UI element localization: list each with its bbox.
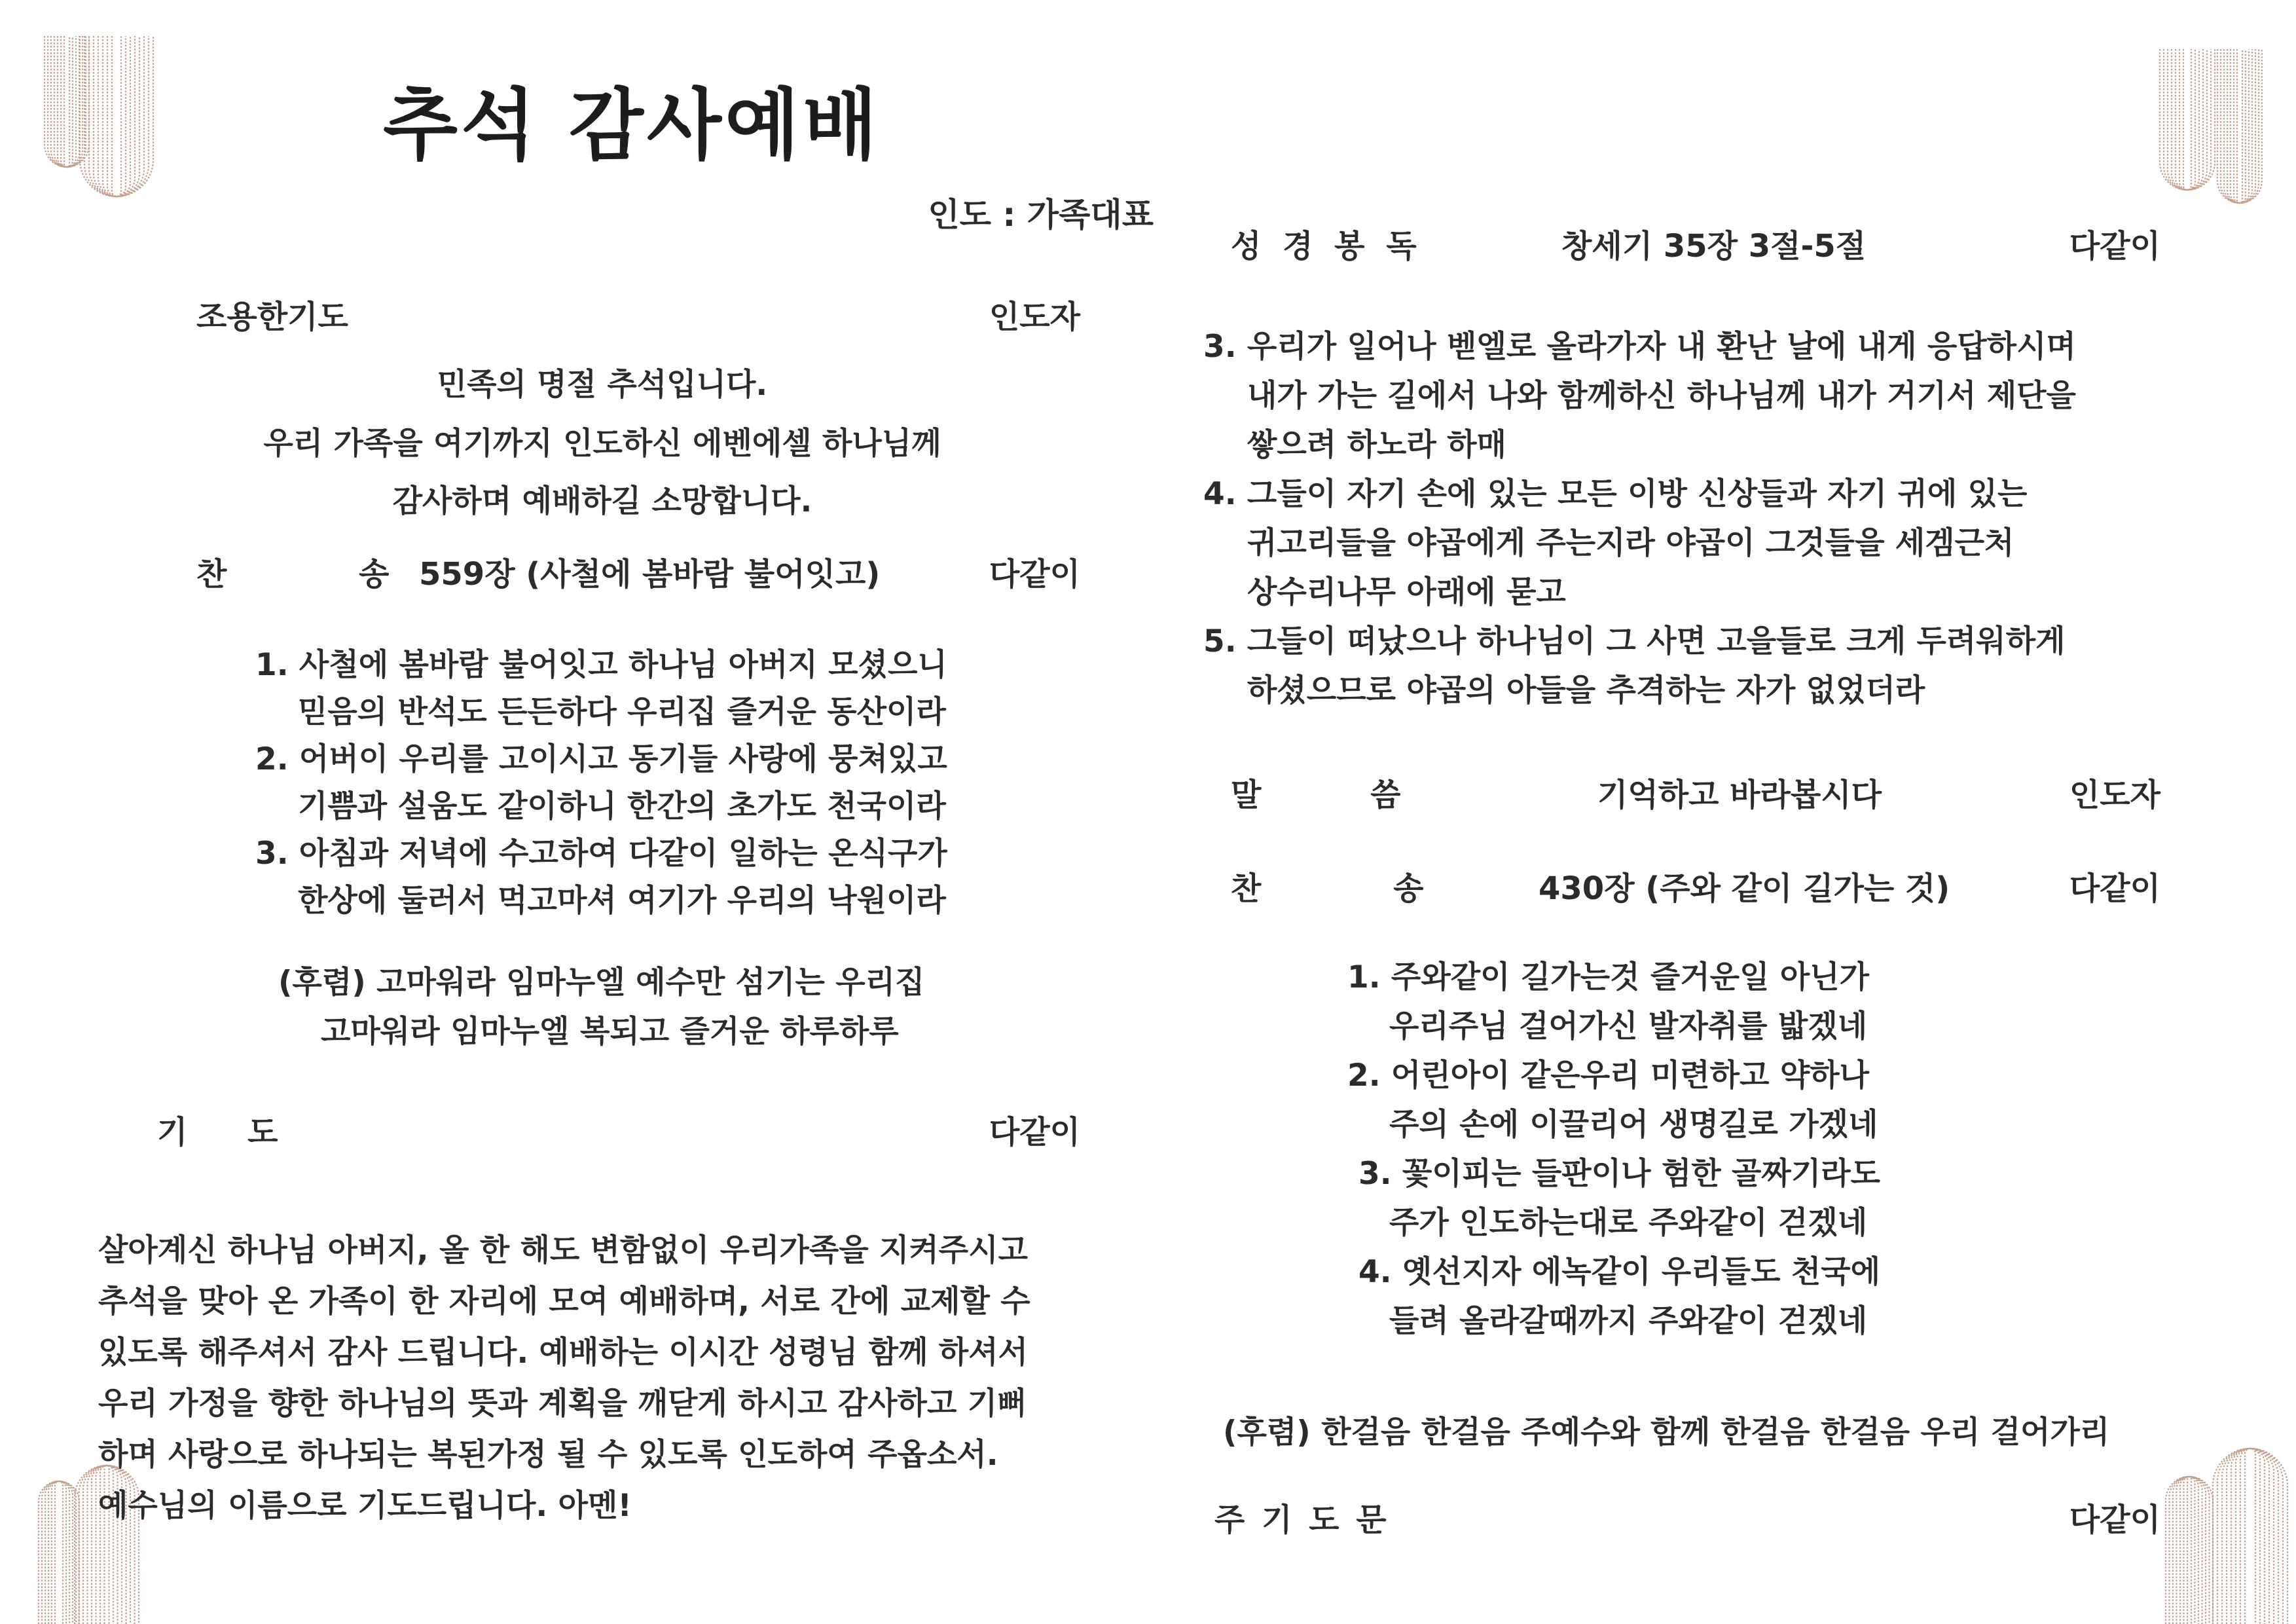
hymn-chorus-line: (후렴) 한걸음 한걸음 주예수와 함께 한걸음 한걸음 우리 걸어가리 [1223,1414,2110,1450]
scripture-line: 하셨으므로 야곱의 아들을 추격하는 자가 없었더라 [1247,673,1925,709]
scripture-line: 내가 가는 길에서 나와 함께하신 하나님께 내가 거기서 제단을 [1247,378,2076,414]
order-row-hymn-430 [1231,863,2160,907]
order-row-prayer [157,1107,1080,1151]
scripture-line: 귀고리들을 야곱에게 주는지라 야곱이 그것들을 세겜근처 [1247,525,2014,561]
scripture-line: 5. 그들이 떠났으나 하나님이 그 사면 고을들로 크게 두려워하게 [1203,623,2066,659]
order-label: 말 씀 [1231,777,1401,813]
order-who: 다같이 [2069,1502,2160,1538]
opening-line: 민족의 명절 추석입니다. [437,367,768,403]
page-title: 추석 감사예배 [383,80,881,170]
leader-note: 인도 : 가족대표 [928,196,1154,234]
hymn-verse-line: 들려 올라갈때까지 주와같이 걷겠네 [1389,1303,1868,1339]
order-who: 다같이 [989,1114,1080,1151]
scripture-line: 4. 그들이 자기 손에 있는 모든 이방 신상들과 자기 귀에 있는 [1203,476,2028,512]
hymn-verse-line: 2. 어린아이 같은우리 미련하고 약하나 [1347,1058,1870,1094]
prayer-paragraph-line: 살아계신 하나님 아버지, 올 한 해도 변함없이 우리가족을 지켜주시고 [98,1232,1029,1268]
order-label: 주 기 도 문 [1214,1502,1387,1538]
hymn-verse-line: 주가 인도하는대로 주와같이 걷겠네 [1389,1205,1868,1241]
order-label: 찬 송 [1231,870,1424,907]
hymn-verse-line: 한상에 둘러서 먹고마셔 여기가 우리의 낙원이라 [298,883,946,919]
prayer-paragraph-line: 예수님의 이름으로 기도드립니다. 아멘! [98,1488,632,1524]
order-label: 조용한기도 [196,299,348,335]
hymn-verse-line: 2. 어버이 우리를 고이시고 동기들 사랑에 뭉쳐있고 [255,741,947,777]
scripture-line: 상수리나무 아래에 묻고 [1247,574,1566,610]
opening-line: 우리 가족을 여기까지 인도하신 에벤에셀 하나님께 [263,426,941,462]
order-row-silent-prayer [196,291,1080,335]
prayer-paragraph-line: 추석을 맞아 온 가족이 한 자리에 모여 예배하며, 서로 간에 교제할 수 [98,1283,1030,1320]
hymn-chorus-line: 고마워라 임마누엘 복되고 즐거운 하루하루 [321,1014,899,1050]
hymn-number: 559장 (사철에 봄바람 불어잇고) [419,556,881,593]
hymn-verse-line: 3. 아침과 저녁에 수고하여 다같이 일하는 온식구가 [255,836,947,872]
order-row-sermon [1231,769,2160,813]
prayer-paragraph-line: 우리 가정을 향한 하나님의 뜻과 계획을 깨닫게 하시고 감사하고 기뻐 [98,1386,1027,1422]
order-who: 다같이 [989,556,1080,593]
order-row-lords-prayer [1214,1494,2160,1538]
order-who: 인도자 [989,299,1080,335]
order-who: 인도자 [2069,777,2160,813]
scripture-reference: 창세기 35장 3절-5절 [1561,228,1867,265]
order-row-hymn-559 [196,549,1080,593]
prayer-paragraph-line: 하며 사랑으로 하나되는 복된가정 될 수 있도록 인도하여 주옵소서. [98,1437,998,1473]
corner-ornament-top-right [2157,49,2272,206]
order-label: 찬 송 [196,556,390,593]
hymn-verse-line: 우리주님 걸어가신 발자취를 밟겠네 [1389,1008,1868,1044]
order-label: 기 도 [157,1114,278,1151]
prayer-paragraph-line: 있도록 해주셔서 감사 드립니다. 예배하는 이시간 성령님 함께 하셔서 [98,1335,1029,1371]
hymn-verse-line: 주의 손에 이끌리어 생명길로 가겠네 [1389,1107,1878,1143]
hymn-chorus-line: (후렴) 고마워라 임마누엘 예수만 섬기는 우리집 [278,965,925,1001]
hymn-verse-line: 1. 사철에 봄바람 불어잇고 하나님 아버지 모셨으니 [255,647,947,683]
scripture-line: 쌓으려 하노라 하매 [1247,427,1506,463]
order-label: 성 경 봉 독 [1231,228,1417,265]
hymn-verse-line: 4. 옛선지자 에녹같이 우리들도 천국에 [1358,1254,1881,1290]
hymn-verse-line: 1. 주와같이 길가는것 즐거운일 아닌가 [1347,959,1870,995]
hymn-verse-line: 믿음의 반석도 든든하다 우리집 즐거운 동산이라 [298,694,946,730]
opening-line: 감사하며 예배하길 소망합니다. [392,483,812,519]
order-row-scripture [1231,221,2160,265]
order-who: 다같이 [2069,228,2160,265]
order-who: 다같이 [2069,870,2160,907]
scripture-line: 3. 우리가 일어나 벧엘로 올라가자 내 환난 날에 내게 응답하시며 [1203,329,2076,365]
hymn-verse-line: 기쁨과 설움도 같이하니 한간의 초가도 천국이라 [298,788,946,824]
corner-ornament-top-left [39,36,170,206]
corner-ornament-bottom-right [2155,1441,2296,1624]
sermon-title: 기억하고 바라봅시다 [1597,777,1882,813]
hymn-number: 430장 (주와 같이 길가는 것) [1539,870,1950,907]
hymn-verse-line: 3. 꽃이피는 들판이나 험한 골짜기라도 [1358,1156,1881,1192]
